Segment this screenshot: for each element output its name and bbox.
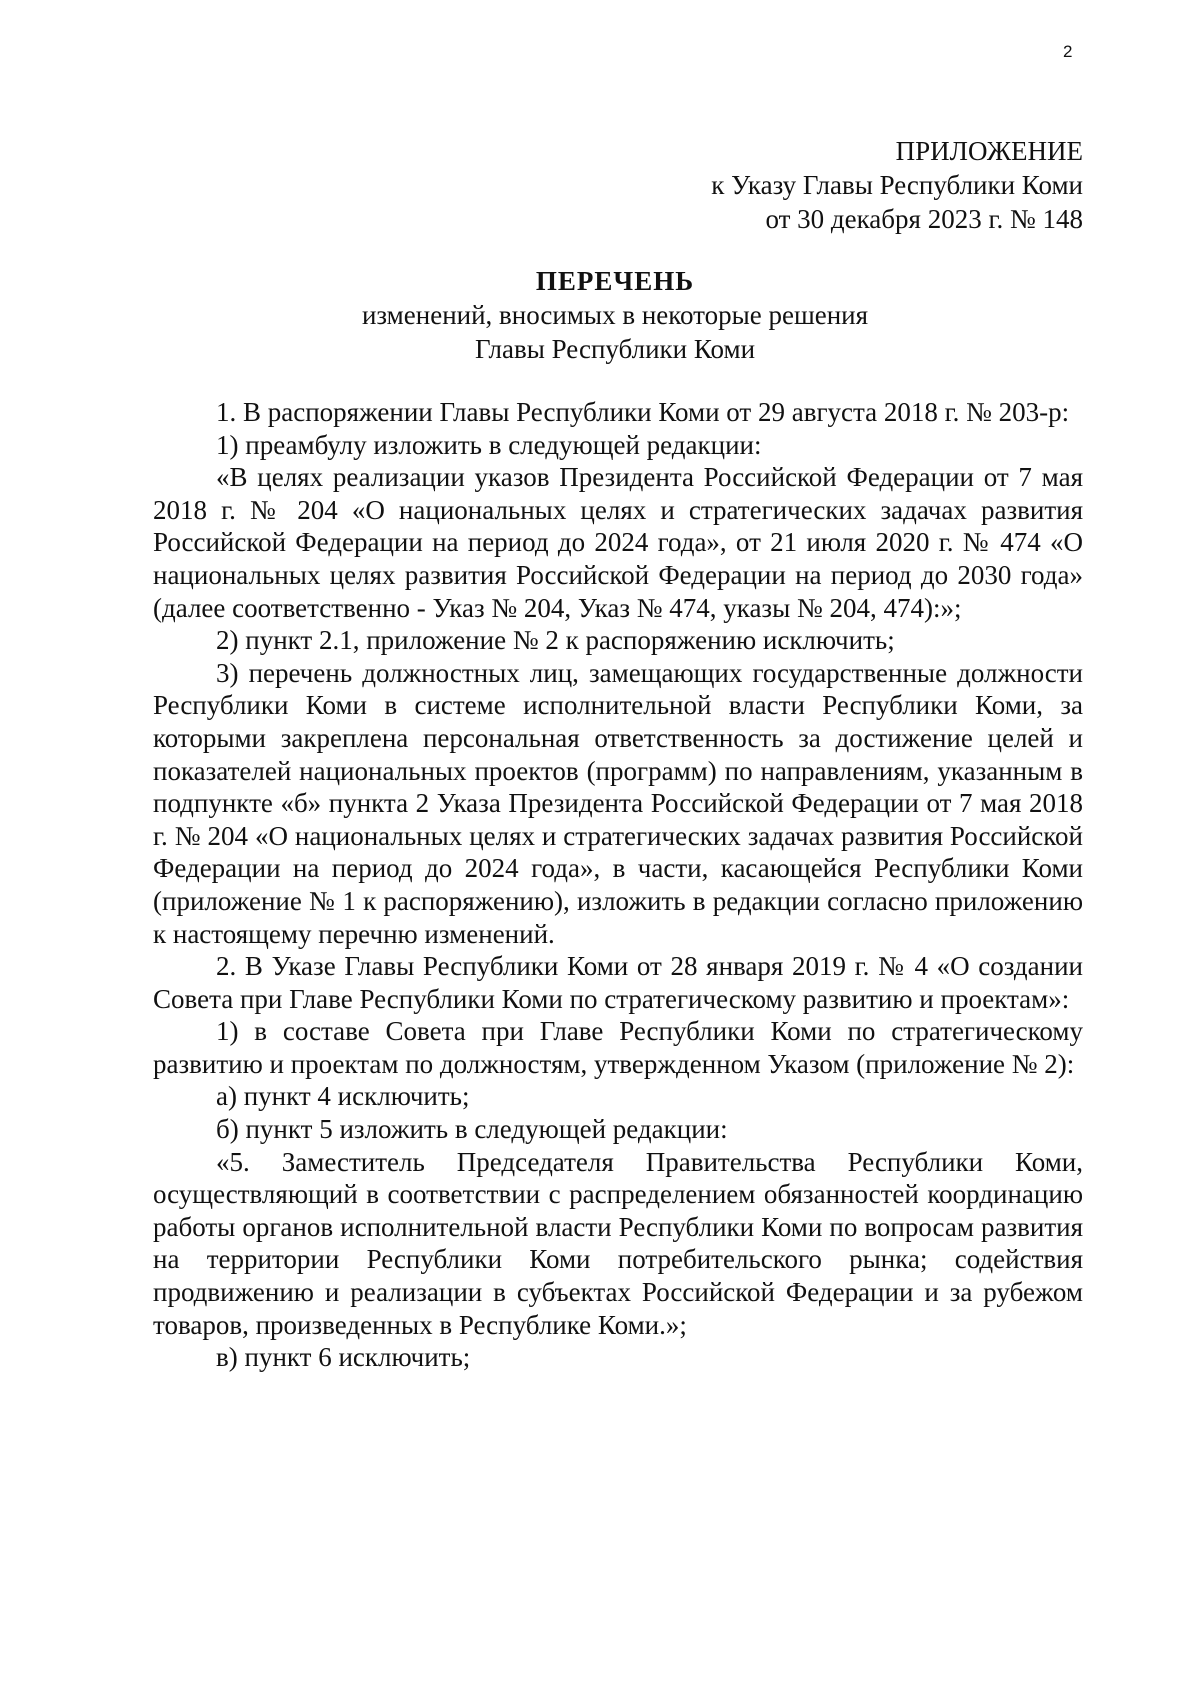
paragraph: 1) преамбулу изложить в следующей редакции:: [216, 429, 762, 460]
appendix-header: [711, 134, 1083, 236]
page-number: 2: [1063, 42, 1073, 61]
document-subtitle-line2: Главы Республики Коми: [474, 334, 756, 364]
document-heading: [150, 264, 1080, 366]
document-body: [153, 396, 1083, 1374]
paragraph: 2) пункт 2.1, приложение № 2 к распоряжению исключить;: [216, 625, 895, 656]
paragraph: 3) перечень должностных лиц, замещающих государственные должности Республики Коми в системе исполнительной власти Республики Коми, за которыми закреплена персональная ответственность за достижение целей и показателей национальных проектов (программ) по направлениям, указанным в подпункте «б» пункта 2 Указа Президента Российской Федерации от 7 мая 2018 г. № 204 «О национальных целях и стратегических задачах развития Российской Федерации на период до 2024 года», в части, касающейся Республики Коми (приложение № 1 к распоряжению), изложить в редакции согласно приложению к настоящему перечню изменений.: [153, 657, 1083, 949]
paragraph: в) пункт 6 исключить;: [216, 1342, 471, 1373]
paragraph: «5. Заместитель Председателя Правительства Республики Коми, осуществляющий в соответствии с распределением обязанностей координацию работы органов исполнительной власти Республики Коми по вопросам развития на территории Республики Коми потребительского рынка; содействия продвижению и реализации в субъектах Российской Федерации и за рубежом товаров, произведенных в Республике Коми.»;: [153, 1146, 1083, 1340]
paragraph: 1) в составе Совета при Главе Республики Коми по стратегическому развитию и проектам по должностям, утвержденном Указом (приложение № 2):: [153, 1016, 1083, 1079]
paragraph: «В целях реализации указов Президента Российской Федерации от 7 мая 2018 г. № 204 «О национальных целях и стратегических задачах развития Российской Федерации на период до 2024 года», от 21 июля 2020 г. № 474 «О национальных целях развития Российской Федерации на период до 2030 года» (далее соответственно - Указ № 204, Указ № 474, указы № 204, 474):»;: [153, 462, 1083, 623]
appendix-label: ПРИЛОЖЕНИЕ: [895, 136, 1083, 166]
paragraph: а) пункт 4 исключить;: [216, 1081, 470, 1112]
paragraph: б) пункт 5 изложить в следующей редакции:: [216, 1114, 728, 1145]
document-title: ПЕРЕЧЕНЬ: [535, 266, 695, 296]
appendix-decree-date: от 30 декабря 2023 г. № 148: [765, 204, 1083, 234]
paragraph: 2. В Указе Главы Республики Коми от 28 января 2019 г. № 4 «О создании Совета при Главе Республики Коми по стратегическому развитию и проектам»:: [153, 951, 1083, 1014]
appendix-decree-ref: к Указу Главы Республики Коми: [711, 170, 1083, 200]
document-subtitle-line1: изменений, вносимых в некоторые решения: [361, 300, 869, 330]
paragraph: 1. В распоряжении Главы Республики Коми от 29 августа 2018 г. № 203-р:: [216, 397, 1070, 427]
